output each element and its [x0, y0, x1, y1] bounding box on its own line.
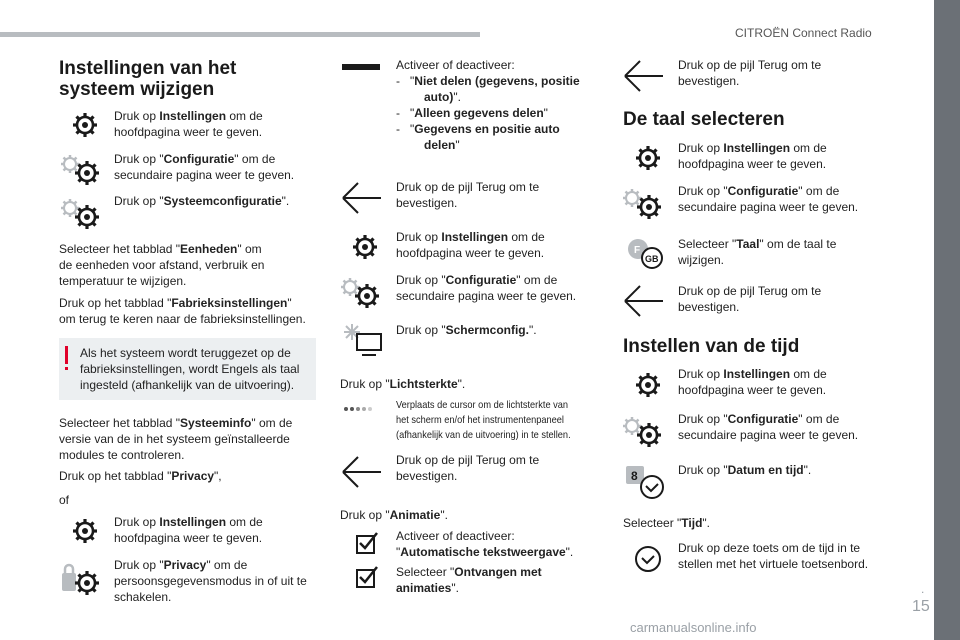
watermark: carmanualsonline.info: [630, 620, 757, 635]
step-configuratie: Druk op "Configuratie" om de secundaire pagina weer te geven.: [114, 152, 295, 182]
step-lichtsterkte: Druk op "Lichtsterkte".: [340, 377, 466, 391]
step-back-4: Druk op de pijl Terug om te bevestigen.: [678, 284, 822, 314]
menu-bar-icon: [340, 60, 382, 76]
step-back-3: Druk op de pijl Terug om te bevestigen.: [678, 58, 822, 88]
step-back-2: Druk op de pijl Terug om te bevestigen.: [396, 453, 540, 483]
checkbox-checked-icon: [354, 530, 380, 556]
step-configuratie-2: Druk op "Configuratie" om de secundaire pagina weer te geven.: [396, 273, 577, 303]
step-back-1: Druk op de pijl Terug om te bevestigen.: [396, 180, 540, 210]
para-privacy: Druk op het tabblad "Privacy",: [59, 469, 222, 483]
date-time-icon: [622, 462, 668, 502]
clock-key-icon: [632, 543, 664, 575]
page-number: 15: [912, 598, 930, 615]
settings-gear-icon: [350, 232, 380, 262]
step-animatie: Druk op "Animatie".: [340, 508, 448, 522]
step-settings-4: Druk op Instellingen om de hoofdpagina weer te geven.: [678, 141, 827, 171]
svg-text:F: F: [634, 245, 641, 256]
step-settings: Druk op Instellingen om de hoofdpagina weer te geven.: [114, 109, 263, 139]
section-title-system: Instellingen van het systeem wijzigen: [59, 58, 237, 100]
step-datum-tijd: Druk op "Datum en tijd".: [678, 463, 812, 477]
configuration-gears-icon: [58, 152, 104, 188]
screen-brightness-icon: [340, 322, 386, 360]
configuration-gears-icon: [58, 196, 104, 232]
header-rule: [0, 32, 480, 37]
step-auto-tekst: Activeer of deactiveer: "Automatische tekstweergave".: [396, 529, 574, 559]
section-title-time: Instellen van de tijd: [623, 336, 800, 357]
configuration-gears-icon: [338, 275, 384, 311]
brightness-dots-icon: [340, 404, 380, 414]
warning-icon-dot: [65, 367, 68, 370]
step-settings-3: Druk op Instellingen om de hoofdpagina weer te geven.: [396, 230, 545, 260]
para-fabrieksinstellingen: Druk op het tabblad "Fabrieksinstellingen" om terug te keren naar de fabrieksinstellingen.: [59, 296, 306, 326]
settings-gear-icon: [633, 370, 663, 400]
step-settings-5: Druk op Instellingen om de hoofdpagina weer te geven.: [678, 367, 827, 397]
back-arrow-icon: [622, 283, 666, 319]
step-systeemconfiguratie: Druk op "Systeemconfiguratie".: [114, 194, 290, 208]
page-dot: .: [921, 582, 925, 596]
section-title-language: De taal selecteren: [623, 109, 785, 130]
privacy-lock-gear-icon: [58, 563, 104, 599]
step-configuratie-4: Druk op "Configuratie" om de secundaire pagina weer te geven.: [678, 412, 859, 442]
text-of: of: [59, 493, 70, 507]
step-taal: Selecteer "Taal" om de taal te wijzigen.: [678, 237, 837, 267]
back-arrow-icon: [340, 180, 384, 216]
step-virtual-keyboard: Druk op deze toets om de tijd in te stellen met het virtuele toetsenbord.: [678, 541, 869, 571]
step-schermconfig: Druk op "Schermconfig.".: [396, 323, 537, 337]
checkbox-checked-icon: [354, 564, 380, 590]
para-systeeminfo: Selecteer het tabblad "Systeeminfo" om de versie van de in het systeem geïnstalleerde modules te controleren.: [59, 416, 293, 462]
step-privacy: Druk op "Privacy" om de persoonsgegevensmodus in of uit te schakelen.: [114, 558, 307, 604]
svg-text:8: 8: [631, 469, 638, 483]
activate-options: Activeer of deactiveer: - "Niet delen (gegevens, positie auto)". - "Alleen gegevens delen" - "Gegevens en positie auto delen": [396, 58, 580, 152]
step-settings-2: Druk op Instellingen om de hoofdpagina weer te geven.: [114, 515, 263, 545]
settings-gear-icon: [633, 143, 663, 173]
warning-icon: [65, 346, 68, 364]
settings-gear-icon: [70, 516, 100, 546]
back-arrow-icon: [622, 58, 666, 94]
step-ontvangen-animaties: Selecteer "Ontvangen met animaties".: [396, 565, 542, 595]
slider-instruction: Verplaats de cursor om de lichtsterkte van het scherm en/of het instrumentenpaneel (afhankelijk van de uitvoering) in te stellen.: [396, 399, 571, 441]
svg-text:GB: GB: [645, 254, 659, 264]
header-brand: CITROËN Connect Radio: [735, 26, 872, 40]
step-tijd: Selecteer "Tijd".: [623, 516, 711, 530]
configuration-gears-icon: [620, 414, 666, 450]
step-configuratie-3: Druk op "Configuratie" om de secundaire pagina weer te geven.: [678, 184, 859, 214]
language-icon: [622, 236, 668, 272]
side-tab: [934, 0, 960, 640]
configuration-gears-icon: [620, 186, 666, 222]
warning-text: Als het systeem wordt teruggezet op de fabrieksinstellingen, wordt Engels als taal ingesteld (afhankelijk van de uitvoering).: [80, 346, 300, 392]
settings-gear-icon: [70, 110, 100, 140]
back-arrow-icon: [340, 454, 384, 490]
para-eenheden: Selecteer het tabblad "Eenheden" om de eenheden voor afstand, verbruik en temperatuur te wijzigen.: [59, 242, 265, 288]
